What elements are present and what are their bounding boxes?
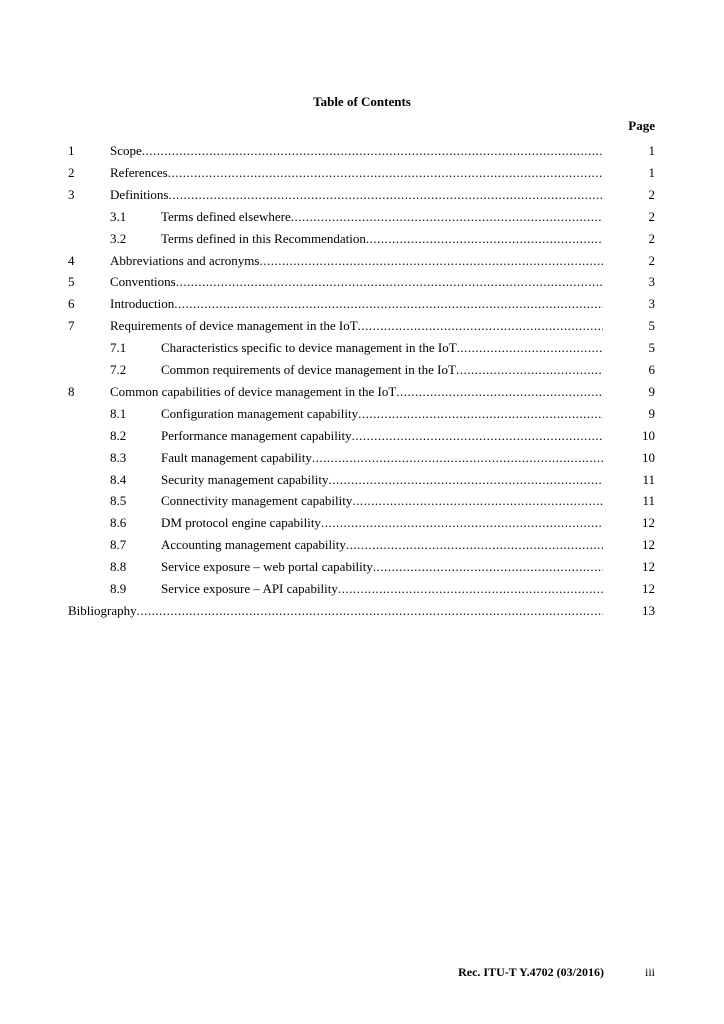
toc-entry[interactable]: [0, 361, 724, 379]
toc-entry-number: 7.1: [110, 340, 127, 356]
toc-entry[interactable]: [0, 142, 724, 160]
toc-entry-title: Connectivity management capability: [161, 493, 353, 509]
toc-entry-number: 5: [68, 274, 75, 290]
toc-entry-title-with-leader: [110, 273, 603, 291]
toc-entry-number: 3.1: [110, 208, 127, 224]
toc-entry-title: Common capabilities of device management in the IoT: [110, 383, 397, 399]
toc-entry-title-with-leader: [110, 186, 603, 204]
toc-entry-title-with-leader: [161, 427, 603, 445]
toc-entry-page: 1: [648, 164, 655, 180]
toc-entry-page: 11: [642, 471, 655, 487]
toc-entry-number: 6: [68, 296, 75, 312]
toc-entry-title-with-leader: [110, 164, 603, 182]
toc-entry-number: 7: [68, 318, 75, 334]
toc-entry-page: 12: [642, 537, 655, 553]
toc-entry-page: 2: [648, 208, 655, 224]
toc-entry-number: 4: [68, 252, 75, 268]
toc-entry[interactable]: [0, 273, 724, 291]
footer-reference: Rec. ITU-T Y.4702 (03/2016): [458, 965, 604, 979]
toc-entry[interactable]: [0, 471, 724, 489]
toc-entry-title: Abbreviations and acronyms: [110, 252, 260, 268]
toc-entry-title-with-leader: [110, 317, 603, 335]
toc-entry-title: Fault management capability: [161, 449, 312, 465]
toc-entry-page: 13: [642, 602, 655, 618]
toc-entry[interactable]: [0, 514, 724, 532]
toc-entry-page: 2: [648, 230, 655, 246]
toc-entry-title-with-leader: [161, 471, 603, 489]
toc-entry-page: 9: [648, 405, 655, 421]
toc-entry-title: Service exposure – web portal capability: [161, 559, 373, 575]
toc-entry-page: 12: [642, 515, 655, 531]
toc-entry-title-with-leader: [110, 252, 603, 270]
toc-entry[interactable]: [0, 230, 724, 248]
toc-entry-page: 10: [642, 427, 655, 443]
toc-title: Table of Contents: [313, 94, 411, 109]
toc-entry-page: 5: [648, 340, 655, 356]
toc-entry-title: Introduction: [110, 296, 175, 312]
toc-entry-number: 8: [68, 383, 75, 399]
toc-entry-title-with-leader: [68, 602, 603, 620]
toc-entry[interactable]: [0, 558, 724, 576]
toc-entry-title: Scope: [110, 143, 142, 158]
toc-entry[interactable]: [0, 186, 724, 204]
toc-entry[interactable]: [0, 295, 724, 313]
toc-entry-title-with-leader: [110, 295, 603, 313]
toc-entry[interactable]: [0, 317, 724, 335]
toc-entry-title: Service exposure – API capability: [161, 581, 338, 596]
toc-entry-page: 5: [648, 318, 655, 334]
toc-entry[interactable]: [0, 252, 724, 270]
toc-entry-number: 3.2: [110, 230, 127, 246]
toc-entry-title: Configuration management capability: [161, 405, 359, 421]
toc-entry[interactable]: [0, 536, 724, 554]
toc-entry[interactable]: [0, 164, 724, 182]
toc-entry-title: References: [110, 164, 168, 180]
toc-entry-number: 8.3: [110, 449, 127, 465]
toc-entry-page: 12: [642, 581, 655, 596]
toc-entry-title: Characteristics specific to device management in the IoT: [161, 340, 457, 356]
toc-entry[interactable]: [0, 339, 724, 357]
toc-entry-number: 3: [68, 186, 75, 202]
toc-entry[interactable]: [0, 492, 724, 510]
toc-entry-number: 8.9: [110, 581, 127, 596]
toc-entry-number: 8.8: [110, 559, 127, 575]
toc-entry-page: 11: [642, 493, 655, 509]
toc-entry-number: 8.6: [110, 515, 127, 531]
toc-entry-number: 1: [68, 143, 75, 158]
toc-entry[interactable]: [0, 383, 724, 401]
toc-entry-title-with-leader: [161, 492, 603, 510]
toc-entry-number: 8.5: [110, 493, 127, 509]
toc-entry-title: Security management capability: [161, 471, 329, 487]
toc-entry-number: 8.1: [110, 405, 127, 421]
toc-entry-title: Conventions: [110, 274, 176, 290]
toc-entry-title-with-leader: [110, 142, 603, 160]
toc-entry-title-with-leader: [161, 514, 603, 532]
toc-entry-number: 2: [68, 164, 75, 180]
toc-entry-page: 2: [648, 186, 655, 202]
toc-entry-page: 3: [648, 296, 655, 312]
toc-entry[interactable]: [0, 602, 724, 620]
toc-entry-title-with-leader: [161, 405, 603, 423]
toc-entry-page: 9: [648, 383, 655, 399]
toc-entry-title: Accounting management capability: [161, 537, 346, 553]
toc-entry-page: 6: [648, 362, 655, 377]
toc-entry-page: 10: [642, 449, 655, 465]
toc-entry-title-with-leader: [161, 536, 603, 554]
toc-entry-number: 8.4: [110, 471, 127, 487]
toc-entry-title: Performance management capability: [161, 427, 352, 443]
toc-entry[interactable]: [0, 405, 724, 423]
toc-entry-title-with-leader: [161, 449, 603, 467]
toc-entry-title: Common requirements of device management in the IoT: [161, 362, 456, 377]
toc-entry-title-with-leader: [161, 230, 603, 248]
toc-entry-page: 3: [648, 274, 655, 290]
toc-entry-title-with-leader: [161, 558, 603, 576]
page-column-header: Page: [628, 118, 655, 133]
toc-entry-number: 8.7: [110, 537, 127, 553]
toc-entry-page: 1: [648, 143, 655, 158]
toc-entry-title-with-leader: [161, 361, 603, 379]
footer-page-number: iii: [644, 965, 655, 979]
toc-entry-page: 12: [642, 559, 655, 575]
toc-entry-title: Terms defined in this Recommendation: [161, 230, 366, 246]
toc-entry[interactable]: [0, 427, 724, 445]
toc-entry[interactable]: [0, 449, 724, 467]
toc-entry-title: Terms defined elsewhere: [161, 208, 291, 224]
toc-entry-title: Definitions: [110, 186, 169, 202]
toc-entry-title: Requirements of device management in the IoT: [110, 318, 358, 334]
toc-entry-title-with-leader: [161, 580, 603, 598]
toc-entry[interactable]: [0, 580, 724, 598]
toc-entry-title-with-leader: [110, 383, 603, 401]
toc-entry-number: 7.2: [110, 362, 127, 377]
toc-entry-title-with-leader: [161, 208, 603, 226]
toc-entry-title: Bibliography: [68, 602, 137, 618]
toc-entry-title-with-leader: [161, 339, 603, 357]
toc-entry-page: 2: [648, 252, 655, 268]
toc-entry[interactable]: [0, 208, 724, 226]
toc-entry-title: DM protocol engine capability: [161, 515, 321, 531]
toc-entry-number: 8.2: [110, 427, 127, 443]
